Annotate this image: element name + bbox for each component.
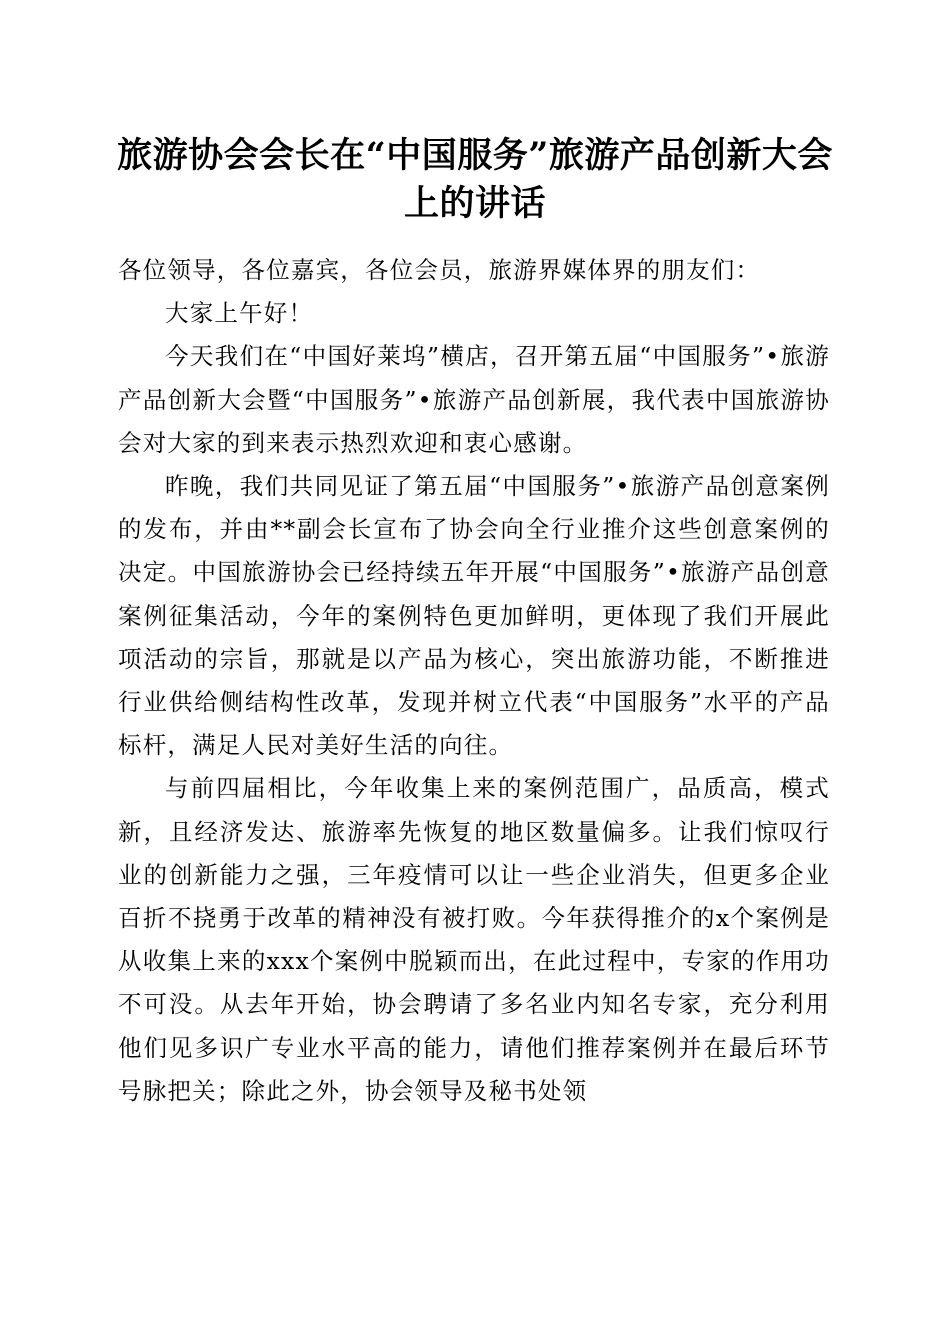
body-paragraph: 与前四届相比，今年收集上来的案例范围广，品质高，模式新，且经济发达、旅游率先恢复的地区数量偏多。让我们惊叹行业的创新能力之强，三年疫情可以让一些企业消失，但更多企业百折不挠勇于改革的精神没有被打败。今年获得推介的x个案例是从收集上来的xxx个案例中脱颖而出，在此过程中，专家的作用功不可没。从去年开始，协会聘请了多名业内知名专家，充分利用他们见多识广专业水平高的能力，请他们推荐案例并在最后环节号脉把关；除此之外，协会领导及秘书处领 — [118, 774, 830, 1105]
body-paragraph: 今天我们在“中国好莱坞”横店，召开第五届“中国服务”•旅游产品创新大会暨“中国服务”•旅游产品创新展，我代表中国旅游协会对大家的到来表示热烈欢迎和衷心感谢。 — [118, 342, 830, 457]
greeting-paragraph: 大家上午好！ — [165, 299, 314, 328]
salutation-paragraph: 各位领导，各位嘉宾，各位会员，旅游界媒体界的朋友们： — [118, 256, 761, 284]
document-body — [118, 249, 830, 1113]
body-paragraph: 昨晚，我们共同见证了第五届“中国服务”•旅游产品创意案例的发布，并由**副会长宣布了协会向全行业推介这些创意案例的决定。中国旅游协会已经持续五年开展“中国服务”•旅游产品创意案例征集活动，今年的案例特色更加鲜明，更体现了我们开展此项活动的宗旨，那就是以产品为核心，突出旅游功能，不断推进行业供给侧结构性改革，发现并树立代表“中国服务”水平的产品标杆，满足人民对美好生活的向往。 — [118, 472, 830, 760]
document-title: 旅游协会会长在“中国服务”旅游产品创新大会上的讲话 — [117, 135, 833, 224]
